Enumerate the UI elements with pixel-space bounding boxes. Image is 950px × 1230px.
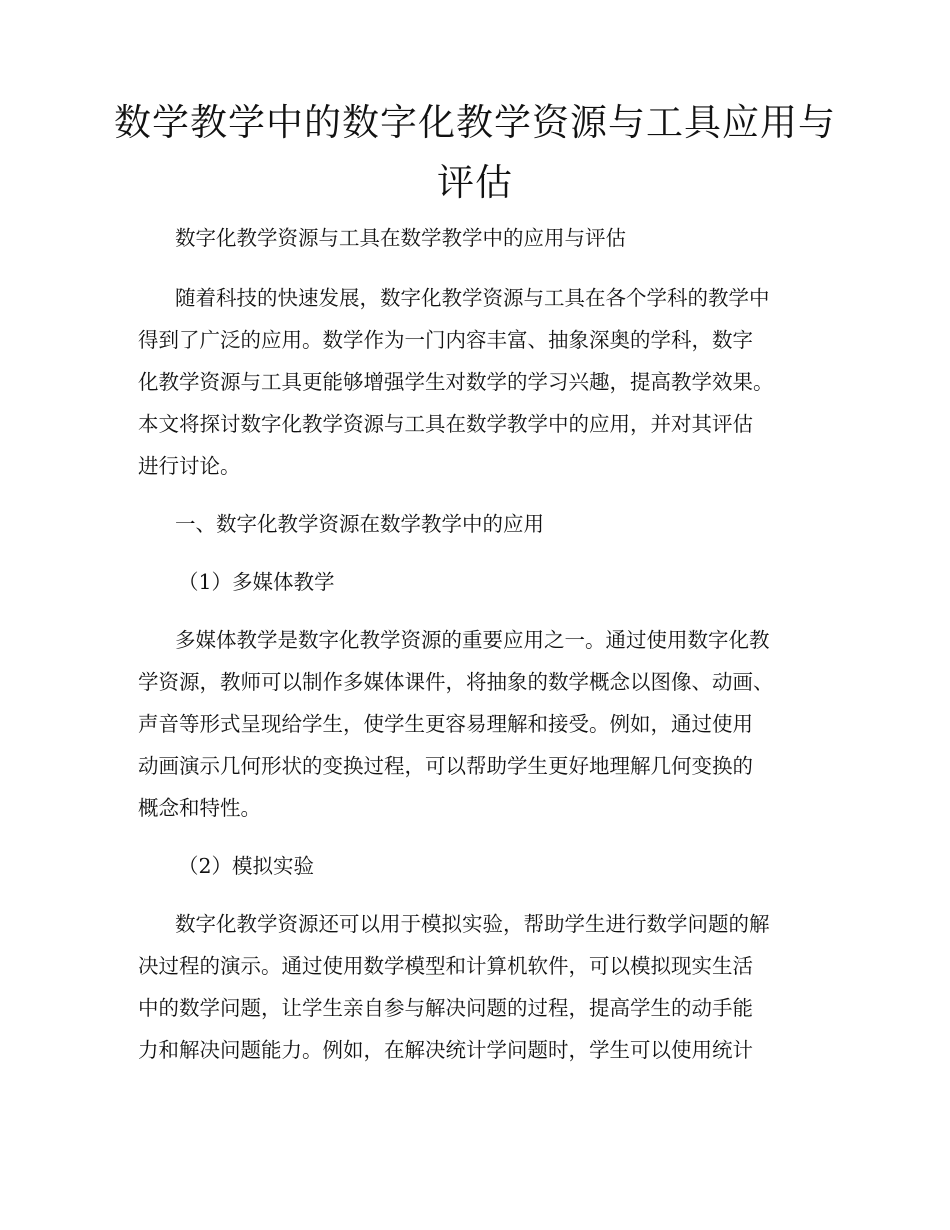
- title-line-2: 评估: [437, 161, 513, 204]
- paragraph-line: 声音等形式呈现给学生，使学生更容易理解和接受。例如，通过使用: [138, 712, 753, 736]
- intro-line-1: 随着科技的快速发展，数字化教学资源与工具在各个学科的教学中: [175, 286, 770, 310]
- subsection-heading-multimedia: （1）多媒体教学: [178, 570, 335, 594]
- paragraph-line: 概念和特性。: [138, 796, 261, 820]
- paragraph-line: 多媒体教学是数字化教学资源的重要应用之一。通过使用数字化教: [175, 628, 770, 652]
- paragraph-line: 学资源，教师可以制作多媒体课件，将抽象的数学概念以图像、动画、: [138, 670, 774, 694]
- paragraph-line: 动画演示几何形状的变换过程，可以帮助学生更好地理解几何变换的: [138, 754, 753, 778]
- document-title: [100, 93, 850, 213]
- intro-line-5: 进行讨论。: [138, 454, 241, 478]
- paragraph-line: 中的数学问题，让学生亲自参与解决问题的过程，提高学生的动手能: [138, 996, 753, 1020]
- title-line-1: 数学教学中的数字化教学资源与工具应用与: [114, 101, 836, 144]
- intro-line-4: 本文将探讨数字化教学资源与工具在数学教学中的应用，并对其评估: [138, 412, 753, 436]
- intro-line-2: 得到了广泛的应用。数学作为一门内容丰富、抽象深奥的学科，数字: [138, 328, 753, 352]
- subsection-heading-simulation: （2）模拟实验: [178, 854, 315, 878]
- paragraph-line: 力和解决问题能力。例如，在解决统计学问题时，学生可以使用统计: [138, 1038, 753, 1062]
- intro-line-3: 化教学资源与工具更能够增强学生对数学的学习兴趣，提高教学效果。: [138, 370, 774, 394]
- subtitle: 数字化教学资源与工具在数学教学中的应用与评估: [175, 226, 626, 250]
- paragraph-line: 决过程的演示。通过使用数学模型和计算机软件，可以模拟现实生活: [138, 954, 753, 978]
- paragraph-line: 数字化教学资源还可以用于模拟实验，帮助学生进行数学问题的解: [175, 912, 770, 936]
- section-heading: 一、数字化教学资源在数学教学中的应用: [175, 512, 544, 536]
